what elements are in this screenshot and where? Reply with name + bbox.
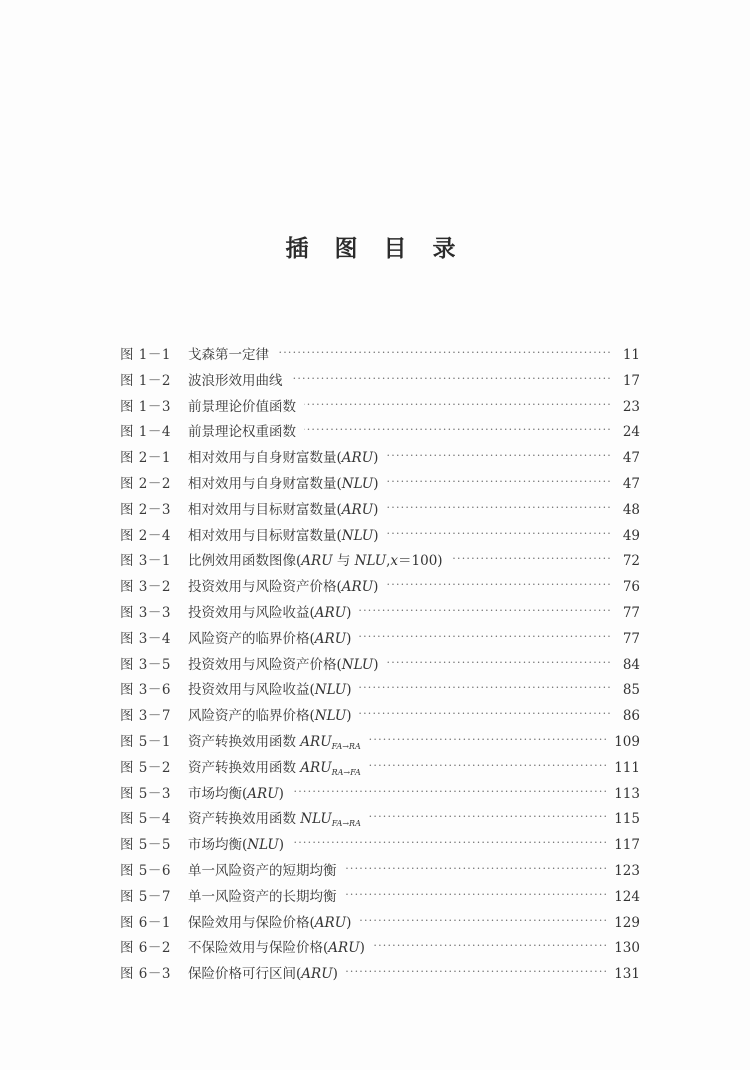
title-text: 保险效用与保险价格( <box>188 914 315 931</box>
title-text: 市场均衡( <box>188 785 248 802</box>
figure-label: 图 1－2 <box>120 372 171 389</box>
title-subscript: RA→FA <box>331 767 361 777</box>
page-number: 109 <box>614 733 640 750</box>
figure-entry[interactable] <box>120 653 640 679</box>
title-text: 单一风险资产的长期均衡 <box>188 888 337 905</box>
page-number: 84 <box>622 656 640 673</box>
figure-title <box>188 678 351 698</box>
title-text: ) <box>332 966 338 983</box>
page-number: 111 <box>614 759 640 776</box>
figure-entry[interactable] <box>120 575 640 601</box>
page-number: 17 <box>622 372 640 389</box>
dot-leader <box>451 553 612 565</box>
page-number: 11 <box>622 347 640 363</box>
figure-entry[interactable] <box>120 446 640 472</box>
dot-leader <box>359 605 612 617</box>
title-text: ) <box>346 914 352 931</box>
figure-entry[interactable] <box>120 962 640 988</box>
title-text: 保险价格可行区间( <box>188 966 302 983</box>
figure-title <box>188 549 443 569</box>
figure-label: 图 6－2 <box>120 940 171 957</box>
title-text: 单一风险资产的短期均衡 <box>188 862 337 879</box>
dot-leader <box>386 476 612 488</box>
figure-label: 图 5－2 <box>120 759 171 776</box>
title-italic-term: ARU <box>247 785 279 802</box>
figure-label: 图 2－2 <box>120 475 171 492</box>
title-text: 不保险效用与保险价格( <box>188 940 329 957</box>
page-number: 24 <box>622 424 640 441</box>
title-italic-term: ARU <box>341 501 374 518</box>
title-text: ) <box>278 785 284 802</box>
dot-leader <box>386 450 612 462</box>
title-text: ) <box>346 708 352 725</box>
page-number: 117 <box>614 837 640 854</box>
figure-title <box>188 833 284 853</box>
figure-label: 图 3－2 <box>120 579 171 596</box>
figure-entry[interactable] <box>120 627 640 653</box>
page-number: 130 <box>614 940 640 957</box>
figure-entry[interactable] <box>120 756 640 782</box>
title-italic-term: NLU <box>354 553 387 570</box>
figure-entry[interactable] <box>120 859 640 885</box>
page-number: 48 <box>622 501 640 518</box>
figure-title <box>188 524 378 544</box>
figure-title <box>188 343 269 363</box>
figure-entry[interactable] <box>120 911 640 937</box>
dot-leader <box>386 502 612 514</box>
title-italic-term: NLU <box>314 708 347 725</box>
title-subscript: FA→RA <box>331 819 361 829</box>
dot-leader <box>304 399 612 411</box>
figure-title <box>188 446 378 466</box>
title-italic-term: ARU <box>341 579 374 596</box>
dot-leader <box>292 786 608 798</box>
title-text: 投资效用与风险收益( <box>188 682 315 699</box>
title-text: 与 <box>332 553 355 570</box>
title-text: 相对效用与自身财富数量( <box>188 450 342 467</box>
figure-title <box>188 653 378 673</box>
title-text: ) <box>278 837 284 854</box>
figure-entry[interactable] <box>120 472 640 498</box>
page-number: 85 <box>622 682 640 699</box>
figure-label: 图 6－3 <box>120 966 171 983</box>
figure-label: 图 2－4 <box>120 527 171 544</box>
figure-title <box>188 859 337 879</box>
title-italic-term: ARU <box>328 940 360 957</box>
title-text: 相对效用与自身财富数量( <box>188 475 342 492</box>
figure-label: 图 5－7 <box>120 888 171 905</box>
figure-entry[interactable] <box>120 730 640 756</box>
figure-title <box>188 575 378 595</box>
dot-leader <box>359 708 612 720</box>
title-italic-term: NLU <box>247 837 279 854</box>
title-text: 资产转换效用函数 <box>188 759 301 776</box>
figure-title <box>188 756 361 776</box>
page-number: 77 <box>622 630 640 647</box>
figure-label: 图 6－1 <box>120 914 171 931</box>
title-text: ) <box>373 579 379 596</box>
page-number: 113 <box>614 785 640 802</box>
title-text: , <box>386 553 391 570</box>
title-italic-term: ARU <box>314 914 347 931</box>
figure-title <box>188 704 351 724</box>
page-number: 131 <box>614 966 640 983</box>
figure-title <box>188 911 351 931</box>
dot-leader <box>386 528 612 540</box>
title-italic-term: ARU <box>301 966 333 983</box>
figure-title <box>188 472 378 492</box>
figure-entry[interactable] <box>120 782 640 808</box>
title-italic-term: ARU <box>314 630 347 647</box>
title-italic-term: NLU <box>314 682 347 699</box>
dot-leader <box>277 347 612 359</box>
figure-label: 图 3－5 <box>120 656 171 673</box>
title-text: 波浪形效用曲线 <box>188 372 283 389</box>
figure-title <box>188 782 284 802</box>
figure-entry[interactable] <box>120 885 640 911</box>
figure-title <box>188 807 361 827</box>
figure-entry[interactable] <box>120 936 640 962</box>
title-text: ) <box>373 656 379 673</box>
title-italic-term: ARU <box>300 759 332 776</box>
page-number: 115 <box>614 811 640 828</box>
title-text: ) <box>346 682 352 699</box>
page-number: 86 <box>622 708 640 725</box>
dot-leader <box>359 631 612 643</box>
figure-entry[interactable] <box>120 524 640 550</box>
dot-leader <box>386 657 612 669</box>
title-text: 风险资产的临界价格( <box>188 630 315 647</box>
title-text: ) <box>373 475 379 492</box>
figure-entry[interactable] <box>120 833 640 859</box>
figure-title <box>188 395 296 415</box>
dot-leader <box>346 966 608 978</box>
figure-title <box>188 730 361 750</box>
figure-label: 图 5－6 <box>120 862 171 879</box>
title-italic-term: NLU <box>300 811 332 828</box>
dot-leader <box>369 811 608 823</box>
page-number: 123 <box>614 862 640 879</box>
title-italic-term: ARU <box>300 733 332 750</box>
figure-entry[interactable] <box>120 343 640 369</box>
title-text: 前景理论价值函数 <box>188 398 296 415</box>
figure-title <box>188 885 337 905</box>
page-number: 23 <box>622 398 640 415</box>
title-italic-term: x <box>390 553 399 570</box>
dot-leader <box>345 889 609 901</box>
figure-label: 图 3－7 <box>120 708 171 725</box>
dot-leader <box>359 682 612 694</box>
title-text: ) <box>373 527 379 544</box>
figure-label: 图 3－4 <box>120 630 171 647</box>
title-text: ) <box>373 450 379 467</box>
figure-entry[interactable] <box>120 678 640 704</box>
page-number: 77 <box>622 604 640 621</box>
figure-label: 图 1－4 <box>120 424 171 441</box>
figure-label: 图 3－1 <box>120 553 171 570</box>
figure-label: 图 1－3 <box>120 398 171 415</box>
figure-title <box>188 420 296 440</box>
figure-title <box>188 936 365 956</box>
page-number: 49 <box>622 527 640 544</box>
figure-title <box>188 601 351 621</box>
title-italic-term: ARU <box>341 450 374 467</box>
title-text: 相对效用与目标财富数量( <box>188 527 342 544</box>
dot-leader <box>373 940 608 952</box>
figure-title <box>188 498 378 518</box>
dot-leader <box>369 760 608 772</box>
figure-label: 图 5－3 <box>120 785 171 802</box>
page-number: 72 <box>622 553 640 570</box>
figure-entry[interactable] <box>120 369 640 395</box>
title-subscript: FA→RA <box>331 741 361 751</box>
figure-entry[interactable] <box>120 704 640 730</box>
figure-title <box>188 627 351 647</box>
title-italic-term: ARU <box>301 553 333 570</box>
figure-entry[interactable] <box>120 807 640 833</box>
dot-leader <box>359 915 608 927</box>
title-text: ) <box>346 604 352 621</box>
title-text: 戈森第一定律 <box>188 347 269 363</box>
page-number: 129 <box>614 914 640 931</box>
dot-leader <box>369 734 608 746</box>
dot-leader <box>291 373 613 385</box>
figure-entry[interactable] <box>120 601 640 627</box>
figure-label: 图 2－1 <box>120 450 171 467</box>
title-text: ) <box>359 940 365 957</box>
dot-leader <box>345 863 609 875</box>
page-number: 47 <box>622 450 640 467</box>
title-text: 投资效用与风险资产价格( <box>188 579 342 596</box>
figure-entry[interactable] <box>120 420 640 446</box>
page-number: 124 <box>614 888 640 905</box>
title-italic-term: NLU <box>341 527 374 544</box>
title-italic-term: NLU <box>341 475 374 492</box>
title-text: 投资效用与风险收益( <box>188 604 315 621</box>
figure-label: 图 3－3 <box>120 604 171 621</box>
title-text: 比例效用函数图像( <box>188 553 302 570</box>
title-text: ) <box>373 501 379 518</box>
figure-title <box>188 369 283 389</box>
figure-title <box>188 962 338 982</box>
dot-leader <box>292 837 608 849</box>
title-text: 市场均衡( <box>188 837 248 854</box>
dot-leader <box>304 424 612 436</box>
figure-entry[interactable] <box>120 549 640 575</box>
figure-entry[interactable] <box>120 498 640 524</box>
page-title: 插 图 目 录 <box>285 235 465 262</box>
dot-leader <box>386 579 612 591</box>
title-text: 资产转换效用函数 <box>188 811 301 828</box>
page-number: 76 <box>622 579 640 596</box>
title-italic-term: NLU <box>341 656 374 673</box>
figure-list <box>120 343 640 988</box>
figure-label: 图 2－3 <box>120 501 171 518</box>
title-text: 投资效用与风险资产价格( <box>188 656 342 673</box>
title-text: 风险资产的临界价格( <box>188 708 315 725</box>
title-italic-term: ARU <box>314 604 347 621</box>
figure-label: 图 5－4 <box>120 811 171 828</box>
title-text: 相对效用与目标财富数量( <box>188 501 342 518</box>
title-text: ) <box>346 630 352 647</box>
page-number: 47 <box>622 475 640 492</box>
figure-label: 图 1－1 <box>120 347 171 363</box>
title-text: 资产转换效用函数 <box>188 733 301 750</box>
figure-label: 图 5－1 <box>120 733 171 750</box>
title-text: 前景理论权重函数 <box>188 424 296 441</box>
figure-label: 图 5－5 <box>120 837 171 854</box>
figure-label: 图 3－6 <box>120 682 171 699</box>
title-text: ＝100) <box>398 553 443 570</box>
figure-entry[interactable] <box>120 395 640 421</box>
